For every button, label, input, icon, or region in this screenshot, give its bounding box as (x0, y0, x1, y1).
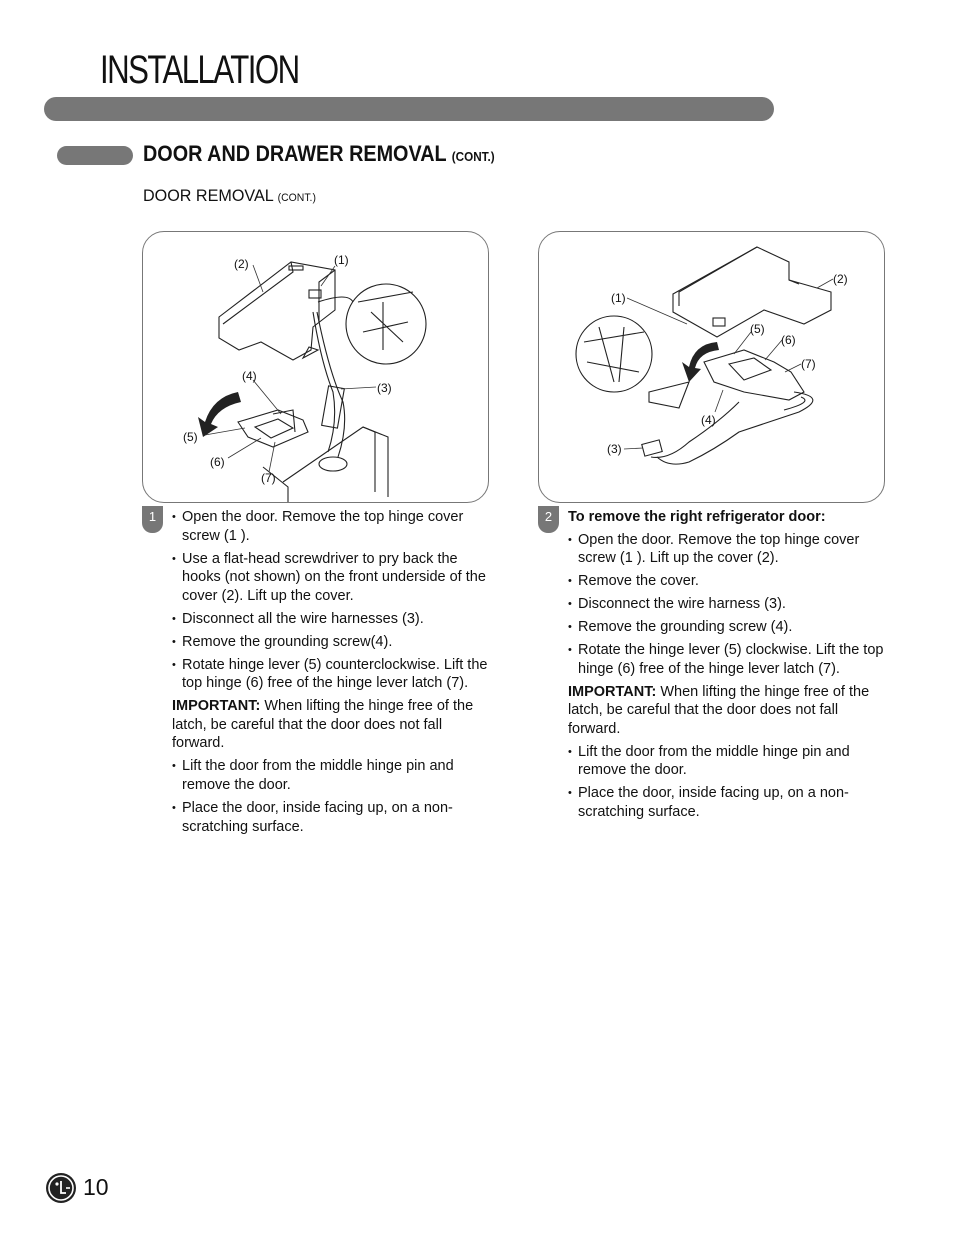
list-item: • Rotate the hinge lever (5) clockwise. Lift the top hinge (6) free of the hinge lever latch (7). (568, 641, 890, 678)
callout-5: (5) (750, 322, 765, 336)
callout-4: (4) (701, 413, 716, 427)
section-heading (143, 141, 495, 167)
list-item: • Rotate hinge lever (5) counterclockwise. Lift the top hinge (6) free of the hinge lever latch (7). (172, 656, 494, 693)
list-item: • Remove the grounding screw (4). (568, 618, 890, 637)
callout-2: (2) (833, 272, 848, 286)
step-1-list-a (172, 508, 494, 693)
important-note (172, 697, 494, 753)
list-item: • Use a flat-head screwdriver to pry back the hooks (not shown) on the front underside of the cover (2). Lift up the cover. (172, 550, 494, 606)
page-number: 10 (83, 1174, 109, 1200)
step-2-list-b (568, 743, 890, 822)
callout-4: (4) (242, 369, 257, 383)
list-item: • Open the door. Remove the top hinge cover screw (1 ). (172, 508, 494, 545)
figure-left (142, 231, 489, 503)
important-text: When lifting the hinge free of the latch, be careful that the door does not fall forward. (172, 698, 474, 752)
list-item: • Disconnect all the wire harnesses (3). (172, 610, 494, 629)
callout-3: (3) (607, 442, 622, 456)
callout-2: (2) (234, 257, 249, 271)
step-1-list-b (172, 757, 494, 836)
callout-7: (7) (801, 357, 816, 371)
callout-3: (3) (377, 381, 392, 395)
step-1-badge: 1 (142, 506, 163, 533)
list-item: • Place the door, inside facing up, on a non-scratching surface. (568, 784, 890, 821)
list-item: • Remove the cover. (568, 572, 890, 591)
list-item: • Disconnect the wire harness (3). (568, 595, 890, 614)
hinge-right-illustration (539, 232, 884, 502)
callout-5: (5) (183, 430, 198, 444)
step-1-instructions (172, 508, 494, 841)
important-note (568, 683, 890, 739)
callout-1: (1) (334, 253, 349, 267)
important-text: When lifting the hinge free of the latch, be careful that the door does not fall forward. (568, 683, 870, 737)
step-2-badge: 2 (538, 506, 559, 533)
list-item: • Place the door, inside facing up, on a non-scratching surface. (172, 799, 494, 836)
section-title-suffix: (CONT.) (451, 149, 495, 164)
figure-right (538, 231, 885, 503)
step-2-list-a (568, 531, 890, 679)
subsection-title-suffix: (CONT.) (277, 192, 316, 204)
callout-6: (6) (210, 455, 225, 469)
step-2-heading: To remove the right refrigerator door: (568, 509, 826, 525)
subsection-title: DOOR REMOVAL (143, 186, 274, 205)
callout-1: (1) (611, 291, 626, 305)
list-item: • Lift the door from the middle hinge pin and remove the door. (172, 757, 494, 794)
callout-6: (6) (781, 333, 796, 347)
step-2-instructions (568, 508, 890, 826)
callout-7: (7) (261, 471, 276, 485)
important-label: IMPORTANT: (568, 683, 657, 700)
hinge-left-illustration (143, 232, 488, 502)
list-item: • Remove the grounding screw(4). (172, 633, 494, 652)
title-bar (44, 97, 774, 121)
subsection-heading (143, 186, 316, 206)
page-title: INSTALLATION (100, 48, 299, 92)
list-item: • Lift the door from the middle hinge pin and remove the door. (568, 743, 890, 780)
section-pill (57, 146, 133, 165)
list-item: • Open the door. Remove the top hinge cover screw (1 ). Lift up the cover (2). (568, 531, 890, 568)
important-label: IMPORTANT: (172, 698, 261, 715)
lg-logo-icon (46, 1173, 76, 1203)
section-title: DOOR AND DRAWER REMOVAL (143, 141, 447, 166)
